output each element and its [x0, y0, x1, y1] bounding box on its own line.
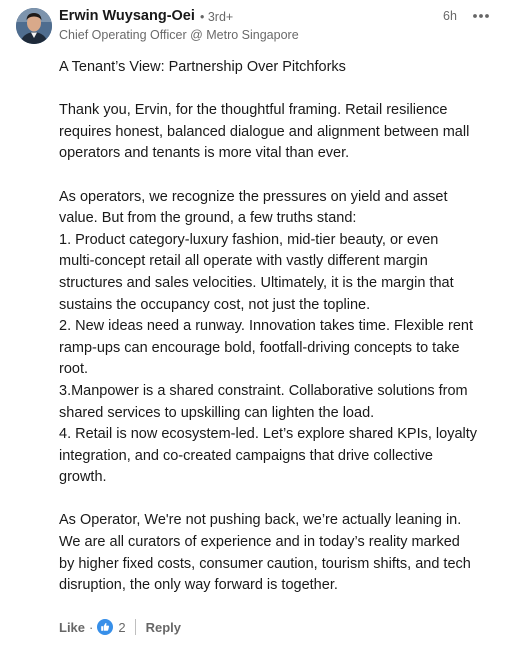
comment-line: requires honest, balanced dialogue and alignment between mall — [59, 123, 470, 140]
comment-line: root. — [59, 361, 89, 378]
comment-line: disruption, the only way forward is together. — [59, 577, 338, 594]
comment-line: multi-concept retail all operate with vastly different margin — [59, 253, 428, 270]
comment-line: As operators, we recognize the pressures on yield and asset — [59, 188, 448, 205]
comment-title: A Tenant’s View: Partnership Over Pitchforks — [59, 59, 346, 75]
avatar[interactable] — [16, 8, 52, 44]
more-options-button[interactable] — [468, 6, 494, 26]
comment-header — [0, 0, 519, 50]
comment-line: growth. — [59, 469, 107, 486]
reaction-count[interactable]: 2 — [118, 619, 126, 635]
comment-timestamp: 6h — [443, 9, 457, 23]
actions-divider — [135, 619, 136, 635]
avatar-photo — [16, 8, 52, 44]
comment-actions — [59, 615, 181, 639]
comment-line: 2. New ideas need a runway. Innovation takes time. Flexible rent — [59, 318, 474, 335]
comment-line: Thank you, Ervin, for the thoughtful framing. Retail resilience — [59, 102, 448, 119]
comment-line: value. But from the ground, a few truths stand: — [59, 210, 357, 227]
like-button[interactable]: Like — [59, 619, 86, 635]
comment-line: As Operator, We're not pushing back, we’re actually leaning in. — [59, 512, 462, 529]
paragraph-gap — [59, 489, 505, 511]
reply-button[interactable]: Reply — [145, 619, 181, 635]
comment-line: structures and sales velocities. Ultimately, it is the margin that — [59, 274, 454, 291]
comment-line: integration, and co-created campaigns that drive collective — [59, 447, 433, 464]
comment-line: operators and tenants is more vital than ever. — [59, 145, 350, 162]
comment-line: shared services to upskilling can lighten the load. — [59, 404, 375, 421]
comment-line: We are all curators of experience and in today’s reality marked — [59, 534, 460, 551]
like-reaction-icon[interactable] — [97, 619, 113, 635]
connection-degree: • 3rd+ — [200, 10, 234, 24]
author-name[interactable]: Erwin Wuysang-Oei — [59, 8, 195, 24]
comment-body — [59, 57, 505, 597]
comment-line: 1. Product category-luxury fashion, mid-tier beauty, or even — [59, 231, 439, 248]
author-headline: Chief Operating Officer @ Metro Singapore — [59, 28, 299, 42]
comment-line: 3.Manpower is a shared constraint. Collaborative solutions from — [59, 382, 468, 399]
separator-dot: · — [89, 619, 94, 635]
paragraph-gap — [59, 79, 505, 101]
ellipsis-icon — [468, 6, 494, 26]
comment-line: ramp-ups can encourage bold, footfall-driving concepts to take — [59, 339, 460, 356]
paragraph-gap — [59, 165, 505, 187]
comment-line: sustains the occupancy cost, not just the topline. — [59, 296, 371, 313]
comment-line: by higher fixed costs, consumer caution, tourism shifts, and tech — [59, 555, 471, 572]
comment-line: 4. Retail is now ecosystem-led. Let’s explore shared KPIs, loyalty — [59, 426, 478, 443]
